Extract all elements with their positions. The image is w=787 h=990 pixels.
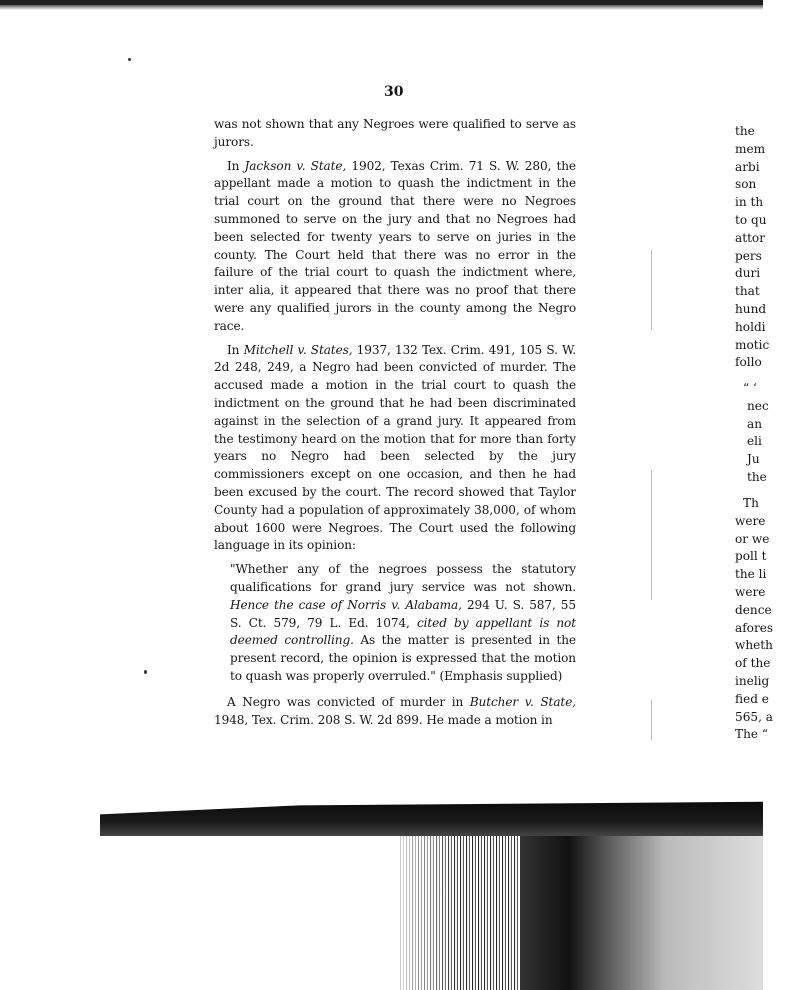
- right-page-text-line: attor: [735, 230, 765, 245]
- right-page-text-line: nec: [747, 398, 769, 413]
- right-page-text-line: the: [735, 124, 755, 138]
- right-page-text-line: son: [735, 177, 757, 192]
- right-page-text-line: dence: [735, 602, 772, 617]
- right-page-text-line: an: [747, 416, 762, 431]
- right-page-text-line: in th: [735, 195, 764, 210]
- right-page-text-line: 565, a: [735, 709, 773, 724]
- right-page-text-line: poll t: [735, 549, 767, 564]
- right-page-text-line: holdi: [735, 319, 766, 334]
- right-page-text-line: hund: [735, 302, 767, 316]
- paragraph-text: 1948, Tex. Crim. 208 S. W. 2d 899. He made a motion in: [214, 712, 553, 727]
- right-page-text-line: were: [735, 513, 766, 528]
- paragraph-text: A Negro was convicted of murder in: [227, 694, 470, 709]
- right-page-text-line: pers: [735, 248, 762, 263]
- right-page-text-line: that: [735, 284, 760, 299]
- page-gutter-line: [651, 470, 652, 600]
- right-page-text-line: or we: [735, 531, 770, 546]
- right-page-text-line: the: [747, 470, 767, 484]
- scan-speck: [128, 58, 131, 61]
- paragraph: In Jackson v. State, 1902, Texas Crim. 71 S. W. 280, the appellant made a motion to quash the indictment in the trial court on the ground that there were no Negroes summoned to serve on the jury and that no Negroes had been selected for twenty years to serve on juries in the county. The Court held that there was no error in the failure of the trial court to quash the indictment where, inter alia, it appeared that there was no proof that there were any qualified jurors in the county among the Negro race.: [214, 158, 576, 333]
- right-page-text-line: mem: [735, 141, 766, 156]
- paragraph-text: 1937, 132 Tex. Crim. 491, 105 S. W. 2d 248, 249, a Negro had been convicted of murder. The accused made a motion in the trial court to quash the indictment on the ground that he had been discriminated against in the selection of a grand jury. It appeared from the testimony heard on the motion that for more than forty years no Negro had been selected by the jury commissioners except on one occasion, and then he had been excused by the court. The record showed that Taylor County had a population of approximately 38,000, of whom about 1600 were Negroes. The Court used the following language in its opinion:: [214, 342, 576, 553]
- block-quote: [230, 561, 576, 686]
- quote-text: As the matter is presented in the present record, the opinion is expressed that the motion to quash was properly overruled." (Emphasis supplied): [230, 633, 576, 683]
- right-page-text-line: motic: [735, 337, 770, 352]
- case-name: Mitchell v. States,: [243, 342, 353, 357]
- left-text-column: [214, 116, 576, 735]
- right-page-text-line: fied e: [735, 691, 769, 706]
- right-page-text-line: The “: [735, 727, 769, 742]
- right-page-text-line: inelig: [735, 674, 770, 688]
- page-gutter-line: [651, 700, 652, 740]
- quote-text: 294 U. S. 587, 55 S. Ct. 579, 79 L. Ed. 1074,: [230, 597, 576, 630]
- paragraph: was not shown that any Negroes were qualified to serve as jurors.: [214, 117, 576, 149]
- right-page-text-line: afores: [735, 620, 774, 635]
- case-name: Butcher v. State,: [469, 694, 576, 709]
- right-page-text-line: Th: [743, 496, 759, 510]
- paragraph: [214, 694, 576, 730]
- right-page-text-line: duri: [735, 266, 761, 281]
- page-number: 30: [384, 84, 404, 100]
- scan-top-edge: [0, 0, 763, 12]
- quote-italic: cited by appellant is not deemed controlling.: [230, 615, 576, 648]
- right-page-text-line: follo: [735, 355, 762, 370]
- right-page-text-line: Ju: [747, 452, 760, 467]
- right-page-text-line: eli: [747, 434, 762, 449]
- quote-paragraph: [230, 561, 576, 686]
- paragraph: In Mitchell v. States, 1937, 132 Tex. Crim. 491, 105 S. W. 2d 248, 249, a Negro had been convicted of murder. The accused made a motion in the trial court to quash the indictment on the ground that he had been discriminated against in the selection of a grand jury. It appeared from the testimony heard on the motion that for more than forty years no Negro had been selected by the jury commissioners except on one occasion, and then he had been excused by the court. The record showed that Taylor County had a population of approximately 38,000, of whom about 1600 were Negroes. The Court used the following language in its opinion:: [214, 342, 576, 553]
- right-page-text-line: the li: [735, 567, 767, 582]
- paragraph-text: 1902, Texas Crim. 71 S. W. 280, the appellant made a motion to quash the indictment in the trial court on the ground that there were no Negroes summoned to serve on the jury and that no Negroes had been selected for twenty years to serve on juries in the county. The Court held that there was no error in the failure of the trial court to quash the indictment where, inter alia, it appeared that there was no proof that there were any qualified jurors in the county among the Negro race.: [214, 158, 576, 333]
- right-page-text-line: “ ‘: [743, 381, 757, 395]
- right-page-text-line: were: [735, 585, 766, 599]
- scan-bottom-edge: [0, 800, 763, 990]
- right-page-text-line: to qu: [735, 213, 767, 227]
- right-page-text-line: of the: [735, 656, 771, 671]
- quote-text: "Whether any of the negroes possess the statutory qualifications for grand jury service was not shown.: [230, 562, 576, 594]
- scan-speck: [144, 670, 147, 674]
- quote-italic: Hence the case of Norris v. Alabama,: [230, 597, 462, 612]
- right-page-text-line: wheth: [735, 638, 773, 653]
- case-name: Jackson v. State,: [244, 158, 347, 173]
- right-page-text-line: arbi: [735, 159, 760, 174]
- page-gutter-line: [651, 250, 652, 330]
